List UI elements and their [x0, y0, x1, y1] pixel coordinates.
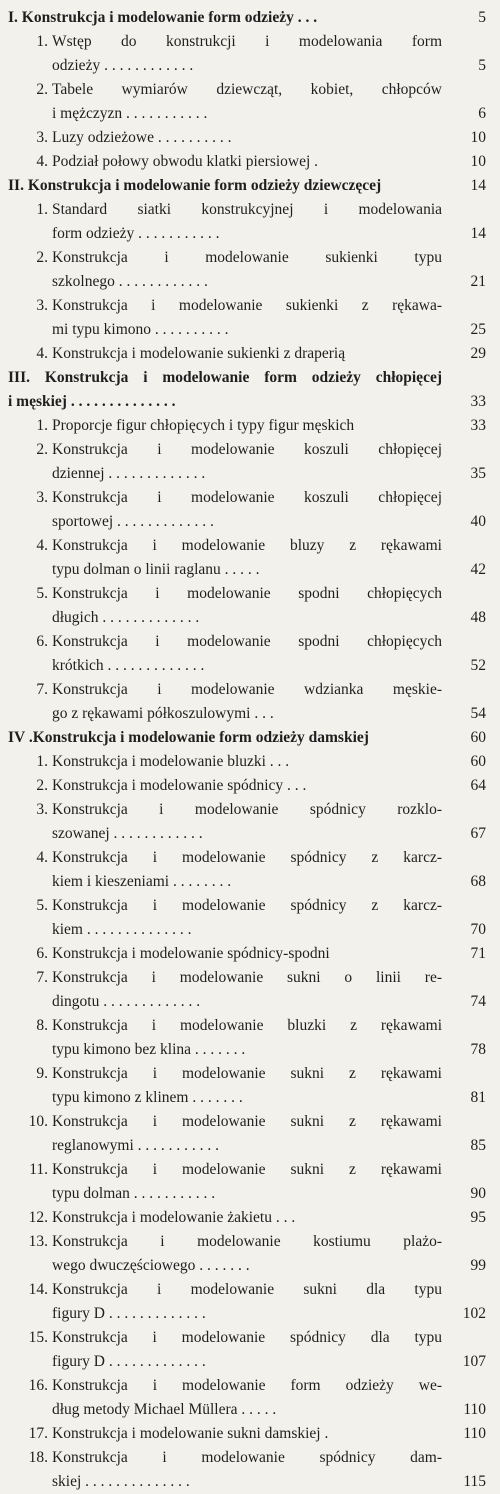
- toc-page-number: 85: [470, 1137, 486, 1154]
- toc-entry-title: [52, 342, 442, 366]
- toc-page-number: 14: [470, 225, 486, 242]
- toc-entry-number: 1.: [36, 753, 48, 770]
- toc-title-line: Konstrukcja i modelowanie sukni z rękawami: [52, 1065, 442, 1082]
- toc-title-line: Konstrukcja i modelowanie sukni z rękawami: [52, 1113, 442, 1130]
- toc-title-line: figury D . . . . . . . . . . . . .: [52, 1353, 206, 1370]
- toc-title-line: III. Konstrukcja i modelowanie form odzieży chłopięcej: [8, 369, 442, 386]
- toc-entry: [0, 1326, 500, 1374]
- toc-title-line: i mężczyzn . . . . . . . . . . .: [52, 105, 208, 122]
- toc-title-line: Konstrukcja i modelowanie bluzki z rękawami: [52, 1017, 442, 1034]
- toc-title-line: krótkich . . . . . . . . . . . . .: [52, 657, 205, 674]
- toc-entry-number: 15.: [28, 1329, 48, 1346]
- toc-title-line: długich . . . . . . . . . . . . .: [52, 609, 200, 626]
- toc-entry-title: [52, 1110, 442, 1158]
- toc-entry: [0, 1062, 500, 1110]
- toc-entry-title: [52, 150, 442, 174]
- toc-entry-title: [52, 198, 442, 246]
- toc-entry-number: 3.: [36, 489, 48, 506]
- toc-title-line: Konstrukcja i modelowanie sukienki typu: [52, 249, 442, 266]
- toc-entry-title: [8, 366, 442, 414]
- toc-entry-number: 6.: [36, 945, 48, 962]
- toc-entry-title: [52, 942, 442, 966]
- toc-title-line: Wstęp do konstrukcji i modelowania form: [52, 33, 442, 50]
- toc-page-number: 74: [470, 993, 486, 1010]
- toc-entry-number: 1.: [36, 417, 48, 434]
- toc-title-line: Konstrukcja i modelowanie spódnicy z karcz-: [52, 849, 442, 866]
- toc-entry-number: 9.: [36, 1065, 48, 1082]
- toc-page-number: 6: [478, 105, 486, 122]
- toc-page-number: 33: [470, 393, 486, 410]
- toc-page-number: 10: [470, 129, 486, 146]
- toc-entry: [0, 678, 500, 726]
- toc-title-line: wego dwuczęściowego . . . . . . .: [52, 1257, 250, 1274]
- toc-entry: [0, 534, 500, 582]
- toc-title-line: go z rękawami półkoszulowymi . . .: [52, 705, 274, 722]
- toc-page-number: 102: [462, 1305, 486, 1322]
- toc-entry: [0, 150, 500, 174]
- toc-title-line: Luzy odzieżowe . . . . . . . . . .: [52, 129, 232, 146]
- toc-page-number: 90: [470, 1185, 486, 1202]
- toc-entry-title: [8, 6, 442, 30]
- toc-title-line: Podział połowy obwodu klatki piersiowej .: [52, 153, 319, 170]
- toc-page-number: 25: [470, 321, 486, 338]
- toc-entry-title: [52, 846, 442, 894]
- toc-title-line: Konstrukcja i modelowanie spodni chłopięcych: [52, 585, 442, 602]
- toc-entry: [0, 342, 500, 366]
- toc-page-number: 40: [470, 513, 486, 530]
- toc-entry-number: 4.: [36, 537, 48, 554]
- toc-title-line: Konstrukcja i modelowanie koszuli chłopięcej: [52, 489, 442, 506]
- toc-entry: [0, 1014, 500, 1062]
- toc-title-line: Proporcje figur chłopięcych i typy figur męskich: [52, 417, 355, 434]
- toc-entry-number: 18.: [28, 1449, 48, 1466]
- toc-page-number: 60: [470, 753, 486, 770]
- toc-entry-title: [52, 414, 442, 438]
- toc-page-number: 54: [470, 705, 486, 722]
- toc-entry-title: [8, 726, 442, 750]
- toc-page-number: 67: [470, 825, 486, 842]
- toc-entry-title: [52, 126, 442, 150]
- toc-entry-title: [52, 678, 442, 726]
- toc-entry: [0, 1230, 500, 1278]
- toc-title-line: Konstrukcja i modelowanie bluzy z rękawami: [52, 537, 442, 554]
- toc-title-line: szowanej . . . . . . . . . . . .: [52, 825, 203, 842]
- toc-page-number: 68: [470, 873, 486, 890]
- toc-entry-number: 5.: [36, 585, 48, 602]
- toc-entry-title: [52, 1422, 442, 1446]
- toc-title-line: Konstrukcja i modelowanie sukni damskiej .: [52, 1425, 329, 1442]
- toc-entry-title: [52, 246, 442, 294]
- toc-entry-title: [52, 1158, 442, 1206]
- toc-entry-number: 16.: [28, 1377, 48, 1394]
- toc-page-number: 110: [463, 1401, 486, 1418]
- toc-entry: [0, 30, 500, 78]
- toc-title-line: Konstrukcja i modelowanie sukni o linii re-: [52, 969, 442, 986]
- toc-entry-title: [8, 174, 442, 198]
- toc-entry-number: 8.: [36, 1017, 48, 1034]
- toc-title-line: typu kimono bez klina . . . . . . .: [52, 1041, 246, 1058]
- toc-entry: [0, 966, 500, 1014]
- toc-entry: [0, 1446, 500, 1494]
- toc-page-number: 60: [470, 729, 486, 746]
- toc-page-number: 81: [470, 1089, 486, 1106]
- toc-page-number: 78: [470, 1041, 486, 1058]
- toc-entry-number: 4.: [36, 345, 48, 362]
- toc-page-number: 64: [470, 777, 486, 794]
- toc-page-number: 107: [462, 1353, 486, 1370]
- toc-entry-title: [52, 294, 442, 342]
- toc-title-line: Konstrukcja i modelowanie wdzianka męskie-: [52, 681, 442, 698]
- toc-title-line: odzieży . . . . . . . . . . . .: [52, 57, 194, 74]
- toc-entry: [0, 630, 500, 678]
- table-of-contents: [0, 6, 500, 1494]
- toc-title-line: Konstrukcja i modelowanie koszuli chłopięcej: [52, 441, 442, 458]
- toc-title-line: I. Konstrukcja i modelowanie form odzieży . . .: [8, 9, 318, 26]
- toc-page-number: 10: [470, 153, 486, 170]
- toc-entry: [0, 1206, 500, 1230]
- toc-title-line: Tabele wymiarów dziewcząt, kobiet, chłopców: [52, 81, 442, 98]
- toc-entry-title: [52, 966, 442, 1014]
- toc-page-number: 95: [470, 1209, 486, 1226]
- toc-title-line: reglanowymi . . . . . . . . . . .: [52, 1137, 220, 1154]
- toc-entry: [0, 246, 500, 294]
- toc-page-number: 5: [478, 9, 486, 26]
- toc-entry-number: 10.: [28, 1113, 48, 1130]
- toc-title-line: Konstrukcja i modelowanie spódnicy . . .: [52, 777, 307, 794]
- toc-entry-title: [52, 1374, 442, 1422]
- toc-entry-number: 2.: [36, 249, 48, 266]
- toc-entry: [0, 126, 500, 150]
- toc-title-line: form odzieży . . . . . . . . . . .: [52, 225, 220, 242]
- toc-entry-title: [52, 1326, 442, 1374]
- toc-title-line: kiem . . . . . . . . . . . . . .: [52, 921, 192, 938]
- toc-entry-number: 14.: [28, 1281, 48, 1298]
- toc-title-line: typu dolman o linii raglanu . . . . .: [52, 561, 260, 578]
- toc-entry-number: 1.: [36, 33, 48, 50]
- toc-entry-number: 12.: [28, 1209, 48, 1226]
- toc-page-number: 52: [470, 657, 486, 674]
- toc-title-line: Konstrukcja i modelowanie spódnicy dla typu: [52, 1329, 442, 1346]
- toc-title-line: IV .Konstrukcja i modelowanie form odzieży damskiej: [8, 729, 369, 746]
- toc-entry: [0, 798, 500, 846]
- toc-entry-title: [52, 1014, 442, 1062]
- toc-page-number: 33: [470, 417, 486, 434]
- toc-page-number: 70: [470, 921, 486, 938]
- toc-entry: [0, 294, 500, 342]
- toc-entry-number: 2.: [36, 441, 48, 458]
- toc-page-number: 115: [463, 1473, 486, 1490]
- toc-title-line: dług metody Michael Müllera . . . . .: [52, 1401, 277, 1418]
- toc-entry-number: 5.: [36, 897, 48, 914]
- toc-entry-title: [52, 582, 442, 630]
- toc-entry-title: [52, 1206, 442, 1230]
- toc-page-number: 29: [470, 345, 486, 362]
- toc-title-line: dingotu . . . . . . . . . . . . .: [52, 993, 201, 1010]
- toc-entry: [0, 942, 500, 966]
- toc-title-line: mi typu kimono . . . . . . . . . .: [52, 321, 229, 338]
- toc-entry: [0, 414, 500, 438]
- toc-entry-title: [52, 30, 442, 78]
- toc-title-line: II. Konstrukcja i modelowanie form odzieży dziewczęcej: [8, 177, 382, 194]
- toc-entry: [0, 1374, 500, 1422]
- toc-title-line: figury D . . . . . . . . . . . . .: [52, 1305, 206, 1322]
- toc-entry: [0, 198, 500, 246]
- toc-entry-number: 2.: [36, 777, 48, 794]
- toc-entry: [0, 438, 500, 486]
- toc-title-line: szkolnego . . . . . . . . . . . .: [52, 273, 208, 290]
- toc-page-number: 71: [470, 945, 486, 962]
- toc-page-number: 48: [470, 609, 486, 626]
- toc-entry-title: [52, 750, 442, 774]
- toc-title-line: kiem i kieszeniami . . . . . . . .: [52, 873, 232, 890]
- toc-entry-number: 3.: [36, 801, 48, 818]
- toc-page-number: 110: [463, 1425, 486, 1442]
- toc-entry: [0, 1422, 500, 1446]
- toc-title-line: typu kimono z klinem . . . . . . .: [52, 1089, 243, 1106]
- toc-entry: [0, 774, 500, 798]
- toc-entry-title: [52, 438, 442, 486]
- toc-entry: [0, 582, 500, 630]
- toc-entry-title: [52, 1062, 442, 1110]
- toc-page-number: 5: [478, 57, 486, 74]
- toc-part-heading: [0, 726, 500, 750]
- toc-entry: [0, 78, 500, 126]
- toc-title-line: sportowej . . . . . . . . . . . . .: [52, 513, 214, 530]
- toc-title-line: i męskiej . . . . . . . . . . . . . .: [8, 393, 176, 410]
- toc-page-number: 35: [470, 465, 486, 482]
- toc-title-line: Konstrukcja i modelowanie sukienki z rękawa-: [52, 297, 442, 314]
- toc-title-line: Konstrukcja i modelowanie form odzieży we-: [52, 1377, 442, 1394]
- toc-entry-title: [52, 894, 442, 942]
- toc-title-line: Konstrukcja i modelowanie spodni chłopięcych: [52, 633, 442, 650]
- toc-title-line: Konstrukcja i modelowanie spódnicy rozklo-: [52, 801, 442, 818]
- toc-entry-title: [52, 630, 442, 678]
- toc-title-line: skiej . . . . . . . . . . . . . .: [52, 1473, 190, 1490]
- toc-title-line: Konstrukcja i modelowanie sukni z rękawami: [52, 1161, 442, 1178]
- toc-entry: [0, 846, 500, 894]
- toc-entry-title: [52, 1446, 442, 1494]
- toc-title-line: Konstrukcja i modelowanie żakietu . . .: [52, 1209, 296, 1226]
- toc-entry-number: 3.: [36, 297, 48, 314]
- toc-title-line: Konstrukcja i modelowanie spódnicy z karcz-: [52, 897, 442, 914]
- toc-entry-number: 13.: [28, 1233, 48, 1250]
- toc-entry-number: 4.: [36, 153, 48, 170]
- toc-entry-number: 6.: [36, 633, 48, 650]
- toc-entry-title: [52, 78, 442, 126]
- toc-title-line: Konstrukcja i modelowanie spódnicy dam-: [52, 1449, 442, 1466]
- toc-entry-title: [52, 774, 442, 798]
- toc-entry-title: [52, 1278, 442, 1326]
- toc-entry: [0, 894, 500, 942]
- toc-entry-number: 4.: [36, 849, 48, 866]
- toc-entry-number: 11.: [29, 1161, 48, 1178]
- toc-entry: [0, 1158, 500, 1206]
- toc-title-line: typu dolman . . . . . . . . . . .: [52, 1185, 216, 1202]
- toc-title-line: Konstrukcja i modelowanie sukni dla typu: [52, 1281, 442, 1298]
- toc-title-line: Konstrukcja i modelowanie sukienki z draperią: [52, 345, 346, 362]
- toc-entry-number: 7.: [36, 969, 48, 986]
- toc-page-number: 99: [470, 1257, 486, 1274]
- toc-title-line: Konstrukcja i modelowanie bluzki . . .: [52, 753, 290, 770]
- toc-entry-number: 7.: [36, 681, 48, 698]
- toc-title-line: Konstrukcja i modelowanie kostiumu plażo-: [52, 1233, 442, 1250]
- toc-entry-title: [52, 534, 442, 582]
- toc-entry-number: 3.: [36, 129, 48, 146]
- toc-page-number: 14: [470, 177, 486, 194]
- toc-page-number: 21: [470, 273, 486, 290]
- toc-title-line: Konstrukcja i modelowanie spódnicy-spodni: [52, 945, 330, 962]
- toc-part-heading: [0, 174, 500, 198]
- toc-page-number: 42: [470, 561, 486, 578]
- toc-entry-number: 1.: [36, 201, 48, 218]
- toc-entry-title: [52, 486, 442, 534]
- toc-entry: [0, 1110, 500, 1158]
- toc-entry-title: [52, 798, 442, 846]
- toc-part-heading: [0, 6, 500, 30]
- toc-entry-number: 17.: [28, 1425, 48, 1442]
- toc-entry-number: 2.: [36, 81, 48, 98]
- toc-entry-title: [52, 1230, 442, 1278]
- toc-entry: [0, 486, 500, 534]
- toc-entry: [0, 750, 500, 774]
- toc-part-heading: [0, 366, 500, 414]
- toc-title-line: dziennej . . . . . . . . . . . . .: [52, 465, 206, 482]
- toc-title-line: Standard siatki konstrukcyjnej i modelowania: [52, 201, 442, 218]
- toc-entry: [0, 1278, 500, 1326]
